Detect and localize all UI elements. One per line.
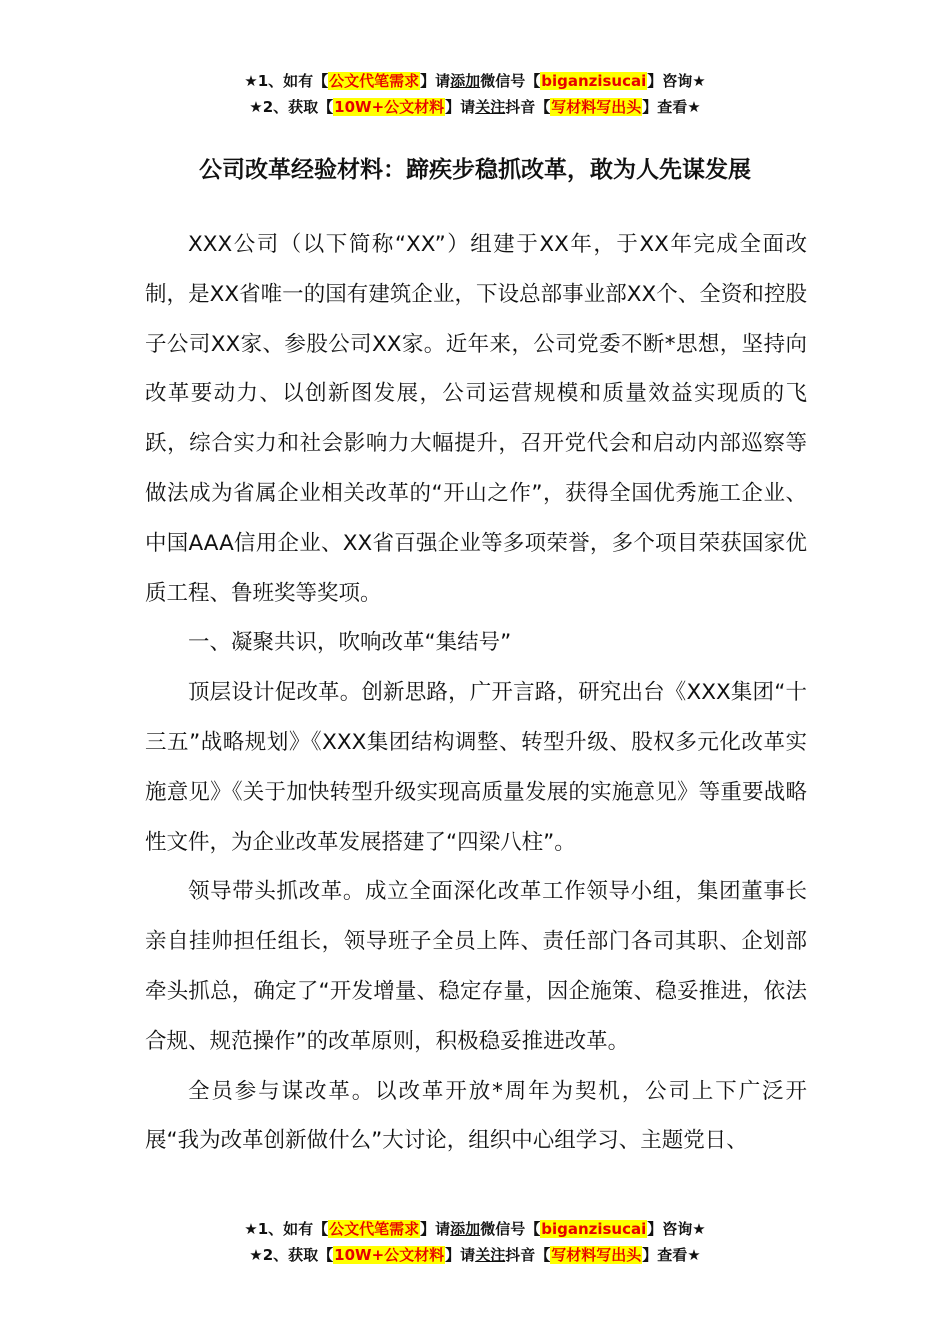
document-body	[145, 220, 807, 1166]
highlight-douyin-account: 写材料写出头	[551, 98, 642, 116]
banner-text: 】请	[420, 72, 451, 90]
paragraph-participation: 全员参与谋改革。以改革开放*周年为契机，公司上下广泛开展“我为改革创新做什么”大讨论，组织中心组学习、主题党日、	[145, 1078, 807, 1154]
banner-text: 】请	[420, 1220, 451, 1238]
underlined-text: 关注	[475, 1246, 506, 1264]
banner-text: 】咨询	[647, 72, 693, 90]
underlined-text: 添加	[450, 1220, 481, 1238]
banner-text: 1、如有【	[257, 72, 329, 90]
banner-text: 】查看	[642, 1246, 688, 1264]
underlined-text: 添加	[450, 72, 481, 90]
banner-text: 微信号【	[480, 1220, 541, 1238]
banner-text: 抖音【	[505, 1246, 551, 1264]
banner-line-2	[0, 94, 950, 120]
star-icon: ★	[692, 1220, 706, 1238]
banner-text: 】请	[445, 1246, 476, 1264]
banner-text: 1、如有【	[257, 1220, 329, 1238]
banner-text: 】咨询	[647, 1220, 693, 1238]
banner-line-1	[0, 68, 950, 94]
star-icon: ★	[249, 98, 263, 116]
highlight-wechat-id: biganzisucai	[541, 1220, 647, 1238]
document-title: 公司改革经验材料：蹄疾步稳抓改革，敢为人先谋发展	[199, 157, 751, 183]
highlight-service: 公文代笔需求	[329, 1220, 420, 1238]
star-icon: ★	[687, 1246, 701, 1264]
paragraph-leadership: 领导带头抓改革。成立全面深化改革工作领导小组，集团董事长亲自挂帅担任组长，领导班子全员上阵、责任部门各司其职、企划部牵头抓总，确定了“开发增量、稳定存量，因企施策、稳妥推进，依法合规、规范操作”的改革原则，积极稳妥推进改革。	[145, 879, 807, 1054]
star-icon: ★	[692, 72, 706, 90]
banner-text: 】查看	[642, 98, 688, 116]
header-banner	[0, 68, 950, 120]
underlined-text: 关注	[475, 98, 506, 116]
banner-text: 2、获取【	[262, 98, 334, 116]
highlight-wechat-id: biganzisucai	[541, 72, 647, 90]
star-icon: ★	[687, 98, 701, 116]
banner-line-1	[0, 1216, 950, 1242]
highlight-materials: 10W+公文材料	[334, 1246, 445, 1264]
banner-text: 抖音【	[505, 98, 551, 116]
star-icon: ★	[244, 72, 258, 90]
paragraph-intro: XXX公司（以下简称“XX”）组建于XX年，于XX年完成全面改制，是XX省唯一的国有建筑企业，下设总部事业部XX个、全资和控股子公司XX家、参股公司XX家。近年来，公司党委不断*思想，坚持向改革要动力、以创新图发展，公司运营规模和质量效益实现质的飞跃，综合实力和社会影响力大幅提升，召开党代会和启动内部巡察等做法成为省属企业相关改革的“开山之作”，获得全国优秀施工企业、中国AAA信用企业、XX省百强企业等多项荣誉，多个项目荣获国家优质工程、鲁班奖等奖项。	[145, 232, 807, 606]
section-heading: 一、凝聚共识，吹响改革“集结号”	[188, 630, 512, 656]
highlight-douyin-account: 写材料写出头	[551, 1246, 642, 1264]
banner-text: 2、获取【	[262, 1246, 334, 1264]
banner-text: 】请	[445, 98, 476, 116]
footer-banner	[0, 1216, 950, 1268]
banner-text: 微信号【	[480, 72, 541, 90]
highlight-materials: 10W+公文材料	[334, 98, 445, 116]
star-icon: ★	[249, 1246, 263, 1264]
banner-line-2	[0, 1242, 950, 1268]
highlight-service: 公文代笔需求	[329, 72, 420, 90]
paragraph-top-design: 顶层设计促改革。创新思路，广开言路，研究出台《XXX集团“十三五”战略规划》《XXX集团结构调整、转型升级、股权多元化改革实施意见》《关于加快转型升级实现高质量发展的实施意见》等重要战略性文件，为企业改革发展搭建了“四梁八柱”。	[145, 680, 807, 855]
star-icon: ★	[244, 1220, 258, 1238]
